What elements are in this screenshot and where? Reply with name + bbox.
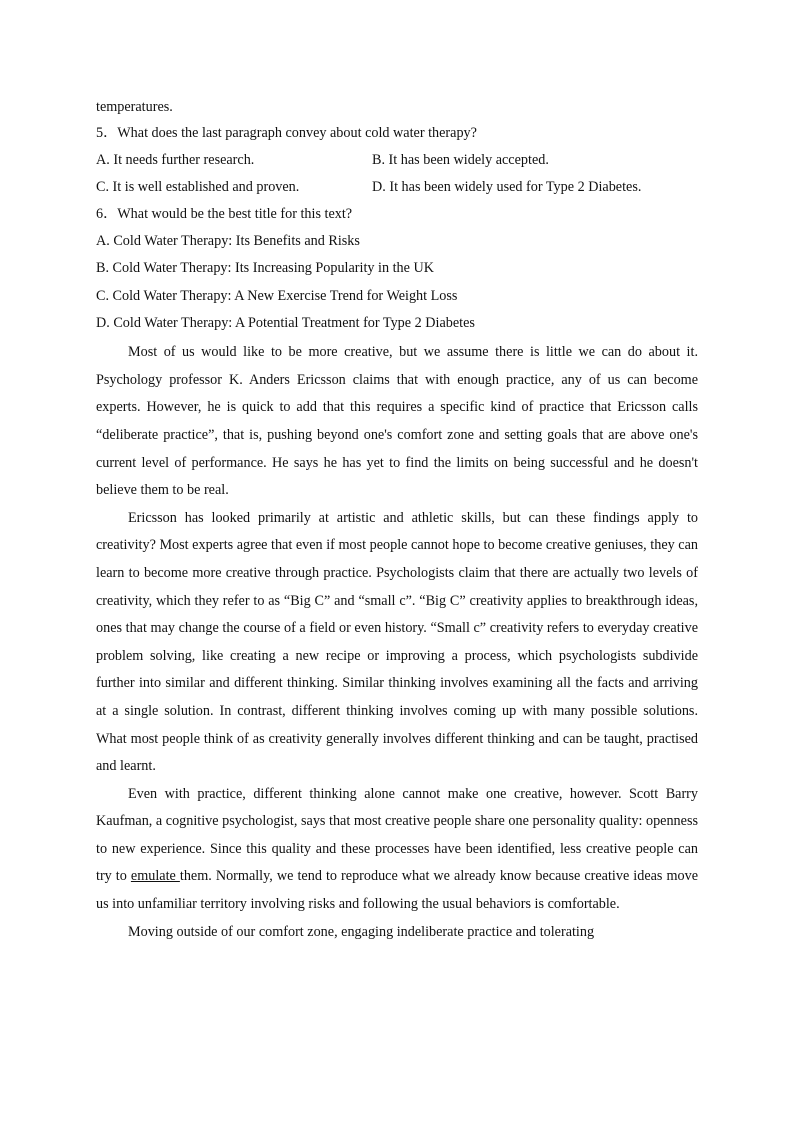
question-5-option-c: C. It is well established and proven. <box>96 179 300 195</box>
question-5-option-b: B. It has been widely accepted. <box>372 152 549 168</box>
question-5-option-a: A. It needs further research. <box>96 152 255 168</box>
passage-paragraph-2: Ericsson has looked primarily at artistic and athletic skills, but can these findings apply to creativity? Most experts agree that even if most people cannot hope to become creative geniuses, they can learn to become more creative through practice. Psychologists claim that there are actually two levels of creativity, which they refer to as “Big C” and “small c”. “Big C” creativity applies to breakthrough ideas, ones that may change the course of a field or even history. “Small c” creativity refers to everyday creative problem solving, like creating a new recipe or improving a process, which psychologists subdivide further into similar and different thinking. Similar thinking involves examining all the facts and arriving at a single solution. In contrast, different thinking involves coming up with many possible solutions. What most people think of as creativity generally involves different thinking and can be taught, practised and learnt. <box>96 509 698 775</box>
question-5-option-d: D. It has been widely used for Type 2 Diabetes. <box>372 179 642 195</box>
passage-paragraph-1: Most of us would like to be more creative, but we assume there is little we can do about it. Psychology professor K. Anders Ericsson claims that with enough practice, any of us can become experts. However, he is quick to add that this requires a specific kind of practice that Ericsson calls “deliberate practice”, that is, pushing beyond one's comfort zone and setting goals that are above one's current level of performance. He says he has yet to find the limits on being successful and he doesn't believe them to be real. <box>96 344 698 499</box>
paragraph-3-text-before: Even with practice, different thinking alone cannot make one creative, however. Scott Barry Kaufman, a cognitive psychologist, says that most creative people share one personality quality: openness to new experience. Since this quality and these processes have been identified, less creative people can try to <box>96 785 698 885</box>
question-5-options-row-2 <box>96 176 698 198</box>
paragraph-3-text-after: them. Normally, we tend to reproduce what we already know because creative ideas move us into unfamiliar territory involving risks and following the usual behaviors is comfortable. <box>96 868 699 913</box>
reading-passage <box>96 339 698 946</box>
underlined-word-emulate: emulate <box>130 868 180 885</box>
question-5-stem: 5．What does the last paragraph convey about cold water therapy? <box>96 125 477 141</box>
question-5 <box>96 122 698 198</box>
page-content <box>96 96 698 946</box>
question-6-option-d: D. Cold Water Therapy: A Potential Treatment for Type 2 Diabetes <box>96 314 475 331</box>
passage-paragraph-4: Moving outside of our comfort zone, engaging indeliberate practice and tolerating <box>128 923 595 940</box>
question-6 <box>96 203 698 334</box>
carry-over-text: temperatures. <box>96 99 173 115</box>
question-6-option-b: B. Cold Water Therapy: Its Increasing Popularity in the UK <box>96 260 434 277</box>
question-5-options-row-1 <box>96 149 698 171</box>
question-6-option-c: C. Cold Water Therapy: A New Exercise Trend for Weight Loss <box>96 287 458 304</box>
passage-paragraph-3 <box>96 781 698 919</box>
question-6-stem: 6．What would be the best title for this text? <box>96 206 353 222</box>
question-6-option-a: A. Cold Water Therapy: Its Benefits and Risks <box>96 233 360 249</box>
